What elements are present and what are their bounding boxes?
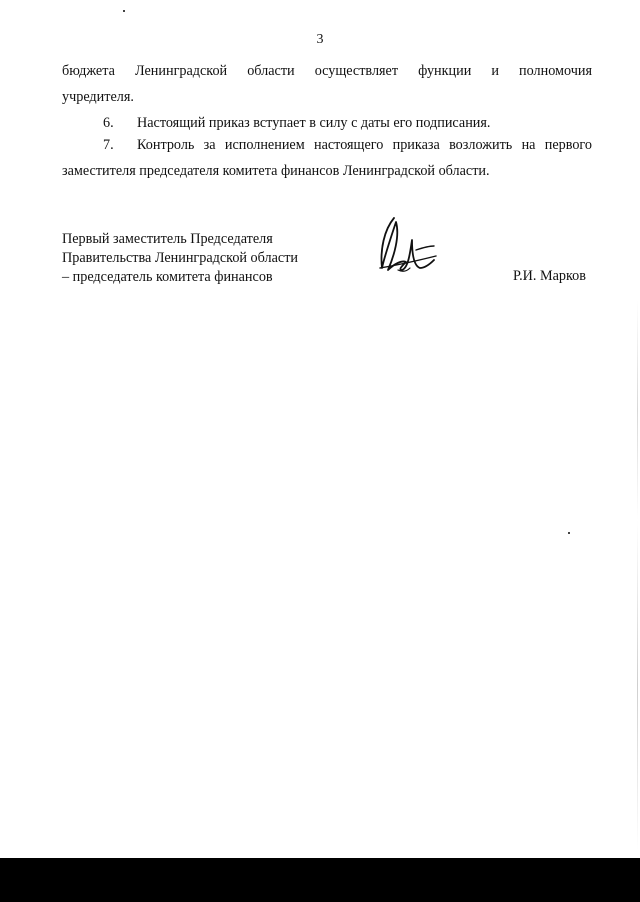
item-text: Контроль за исполнением настоящего приказа возложить на первого (137, 137, 592, 153)
item-number: 7. (103, 137, 114, 153)
scan-bottom-border (0, 858, 640, 902)
scan-speck (123, 10, 125, 12)
item-text: Настоящий приказ вступает в силу с даты его подписания. (137, 115, 491, 131)
item-number: 6. (103, 115, 114, 131)
scan-speck (568, 532, 570, 534)
signatory-title (62, 230, 298, 287)
item-text: заместителя председателя комитета финансов Ленинградской области. (62, 163, 490, 179)
paragraph-line: бюджета Ленинградской области осуществляет функции и полномочия (62, 63, 592, 79)
page-number: 3 (316, 32, 324, 47)
scan-edge-line (637, 300, 638, 850)
signatory-title-line: Первый заместитель Председателя (62, 231, 273, 247)
handwritten-signature-icon (372, 210, 442, 278)
signatory-name: Р.И. Марков (513, 268, 586, 284)
signatory-title-line: Правительства Ленинградской области (62, 250, 298, 266)
signatory-title-line: – председатель комитета финансов (62, 269, 273, 285)
paragraph-line: учредителя. (62, 89, 134, 105)
